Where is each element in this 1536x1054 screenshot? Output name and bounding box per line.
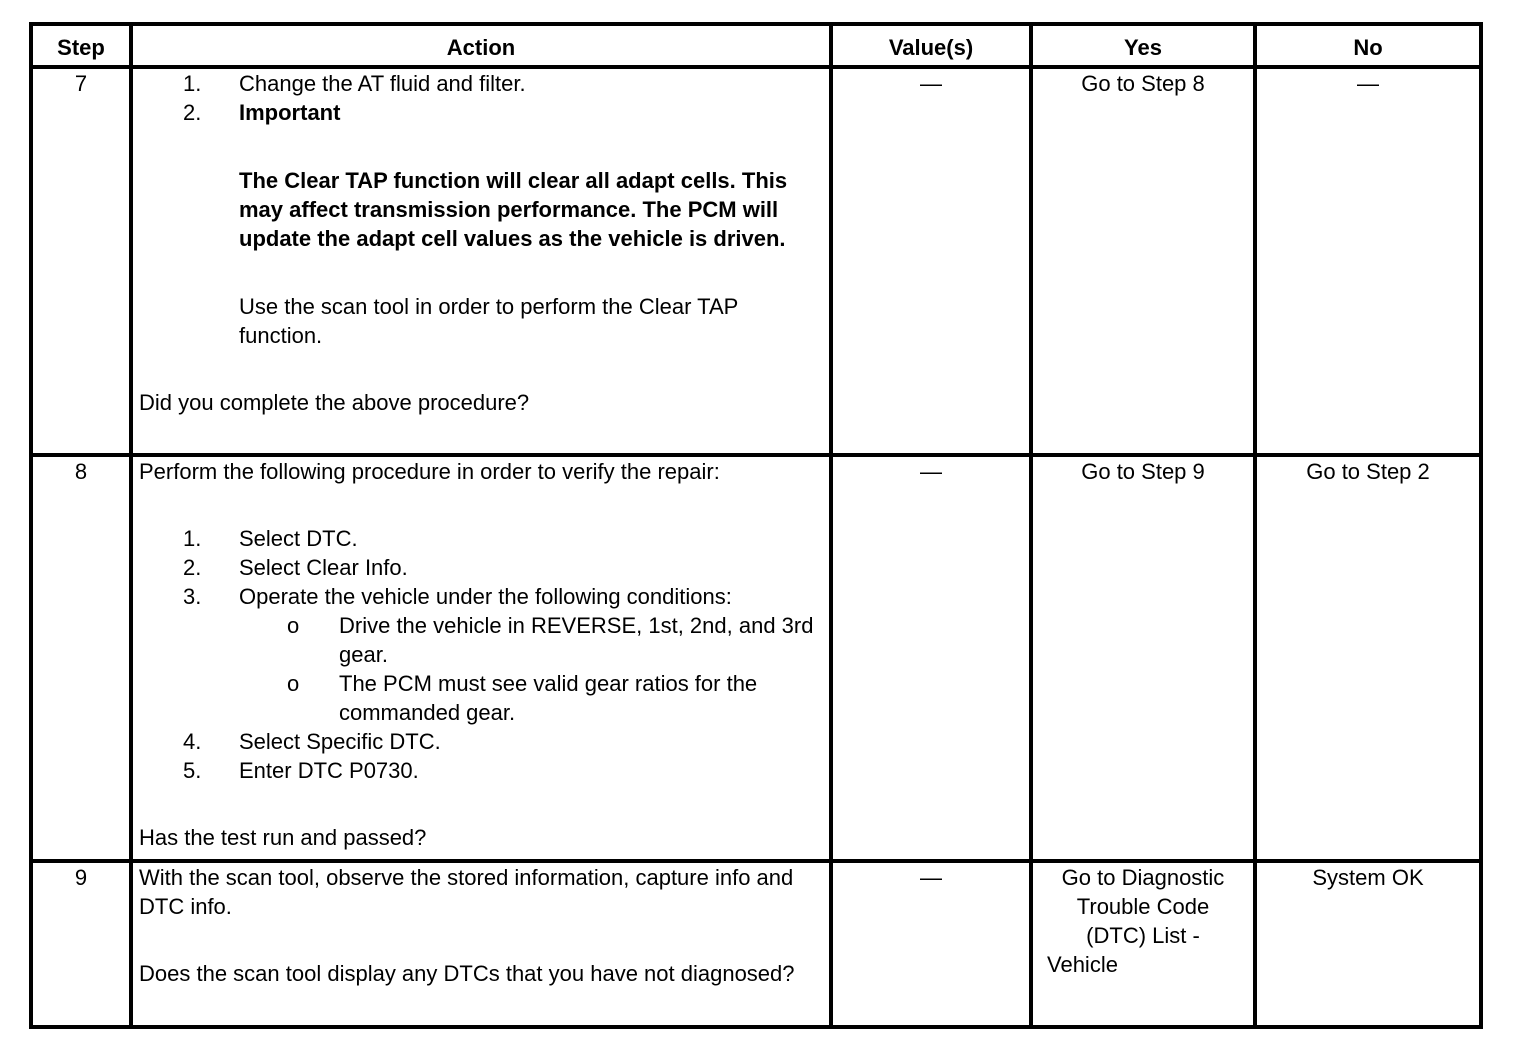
list-number: 5.	[183, 758, 202, 783]
list-item	[139, 756, 823, 785]
diagnostic-table	[29, 22, 1483, 1029]
question-text: Did you complete the above procedure?	[139, 390, 530, 415]
list-text: Enter DTC P0730.	[239, 758, 419, 783]
sub-list-item	[239, 611, 823, 669]
yes-cell: Go to Step 8	[1031, 67, 1255, 455]
list-text: Select Specific DTC.	[239, 729, 441, 754]
action-cell	[131, 861, 831, 1027]
table-row-step-7	[31, 67, 1481, 455]
list-number: 2.	[183, 100, 202, 125]
list-number: 1.	[183, 526, 202, 551]
intro-text: With the scan tool, observe the stored information, capture info and DTC info.	[139, 865, 794, 919]
list-text: Select Clear Info.	[239, 555, 408, 580]
table-row-step-8	[31, 455, 1481, 861]
header-action: Action	[131, 24, 831, 67]
sub-list	[139, 611, 823, 727]
list-item	[139, 69, 823, 98]
sub-list-item	[239, 669, 823, 727]
value-cell: —	[831, 67, 1031, 455]
yes-line: Trouble Code	[1076, 894, 1210, 919]
list-number: 4.	[183, 729, 202, 754]
step-number: 9	[31, 861, 131, 1027]
sub-list-text: The PCM must see valid gear ratios for the commanded gear.	[339, 671, 758, 725]
no-cell: —	[1255, 67, 1481, 455]
question-text: Does the scan tool display any DTCs that you have not diagnosed?	[139, 961, 795, 986]
instruction-text: Use the scan tool in order to perform the Clear TAP function.	[239, 294, 738, 348]
list-number: 2.	[183, 555, 202, 580]
table-row-step-9	[31, 861, 1481, 1027]
yes-line: Vehicle	[1047, 952, 1118, 977]
step-number: 7	[31, 67, 131, 455]
question-text: Has the test run and passed?	[139, 825, 427, 850]
important-label: Important	[239, 100, 341, 125]
list-number: 3.	[183, 584, 202, 609]
action-cell	[131, 67, 831, 455]
bullet-icon: o	[287, 671, 300, 696]
no-cell: Go to Step 2	[1255, 455, 1481, 861]
list-text: Change the AT fluid and filter.	[239, 71, 526, 96]
list-item	[139, 582, 823, 611]
bullet-icon: o	[287, 613, 300, 638]
header-yes: Yes	[1031, 24, 1255, 67]
yes-cell	[1031, 861, 1255, 1027]
header-no: No	[1255, 24, 1481, 67]
list-item	[139, 553, 823, 582]
value-cell: —	[831, 455, 1031, 861]
important-note: The Clear TAP function will clear all adapt cells. This may affect transmission performance. The PCM will update the adapt cell values as the vehicle is driven.	[239, 168, 788, 251]
step-number: 8	[31, 455, 131, 861]
list-item	[139, 98, 823, 127]
header-step: Step	[31, 24, 131, 67]
header-values: Value(s)	[831, 24, 1031, 67]
list-text: Operate the vehicle under the following conditions:	[239, 584, 732, 609]
list-number: 1.	[183, 71, 202, 96]
no-cell: System OK	[1255, 861, 1481, 1027]
value-cell: —	[831, 861, 1031, 1027]
list-item	[139, 727, 823, 756]
header-row	[31, 24, 1481, 67]
list-item	[139, 524, 823, 553]
yes-line: Go to Diagnostic	[1061, 865, 1225, 890]
list-text: Select DTC.	[239, 526, 358, 551]
yes-line: (DTC) List -	[1086, 923, 1200, 948]
action-cell	[131, 455, 831, 861]
intro-text: Perform the following procedure in order to verify the repair:	[139, 459, 720, 484]
yes-cell: Go to Step 9	[1031, 455, 1255, 861]
sub-list-text: Drive the vehicle in REVERSE, 1st, 2nd, and 3rd gear.	[339, 613, 814, 667]
